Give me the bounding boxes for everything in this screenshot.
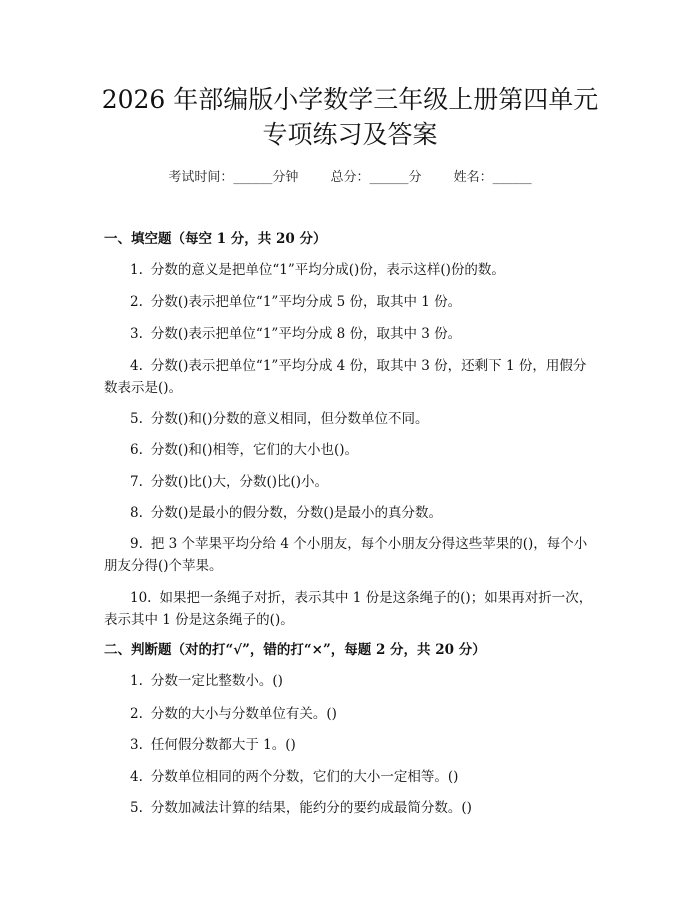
question-item	[104, 439, 599, 461]
document-title-line-1: 2026 年部编版小学数学三年级上册第四单元	[101, 85, 599, 114]
question-text: 把 3 个苹果平均分给 4 个小朋友，每个小朋友分得这些苹果的()，每个小朋友分得()个苹果。	[104, 536, 588, 574]
question-item	[104, 703, 599, 725]
document-title-line-2: 专项练习及答案	[262, 120, 438, 149]
question-number: 4.	[130, 769, 143, 785]
question-text: 分数加减法计算的结果，能约分的要约成最简分数。()	[150, 800, 472, 816]
question-text: 分数一定比整数小。()	[150, 673, 283, 689]
question-number: 1.	[130, 673, 143, 689]
question-number: 9.	[130, 536, 143, 552]
question-text: 分数的意义是把单位“1”平均分成()份，表示这样()份的数。	[150, 262, 505, 278]
question-item	[104, 259, 599, 281]
question-text: 分数()和()相等，它们的大小也()。	[150, 442, 358, 458]
question-number: 6.	[130, 442, 143, 458]
question-number: 1.	[130, 262, 143, 278]
question-item	[104, 587, 599, 631]
question-number: 3.	[130, 737, 143, 753]
question-number: 2.	[130, 706, 143, 722]
question-text: 任何假分数都大于 1。()	[150, 737, 296, 753]
question-text: 分数单位相同的两个分数，它们的大小一定相等。()	[150, 769, 459, 785]
question-text: 分数()是最小的假分数，分数()是最小的真分数。	[150, 505, 442, 521]
question-text: 分数()比()大，分数()比()小。	[150, 474, 329, 490]
question-number: 10.	[130, 590, 152, 606]
question-number: 2.	[130, 294, 143, 310]
question-item	[104, 323, 599, 345]
question-text: 分数的大小与分数单位有关。()	[150, 706, 337, 722]
question-item	[104, 766, 599, 788]
question-number: 5.	[130, 411, 143, 427]
question-number: 5.	[130, 800, 143, 816]
question-item	[104, 734, 599, 756]
question-item	[104, 471, 599, 493]
question-number: 7.	[130, 474, 143, 490]
question-text: 分数()表示把单位“1”平均分成 4 份，取其中 3 份，还剩下 1 份，用假分数表示是()。	[104, 358, 587, 396]
student-name: 姓名：______	[453, 170, 532, 185]
question-number: 8.	[130, 505, 143, 521]
question-item	[104, 502, 599, 524]
question-item	[104, 797, 599, 819]
question-text: 分数()表示把单位“1”平均分成 5 份，取其中 1 份。	[150, 294, 462, 310]
exam-meta	[0, 168, 700, 188]
question-item	[104, 533, 599, 577]
question-text: 如果把一条绳子对折，表示其中 1 份是这条绳子的()；如果再对折一次，表示其中 1 份是这条绳子的()。	[104, 590, 593, 628]
question-item	[104, 291, 599, 313]
exam-score: 总分：______分	[330, 170, 422, 185]
question-number: 3.	[130, 326, 143, 342]
section-heading-fill-blank: 一、填空题（每空 1 分，共 20 分）	[104, 231, 327, 247]
question-item	[104, 408, 599, 430]
exam-time: 考试时间：______分钟	[168, 170, 299, 185]
question-text: 分数()和()分数的意义相同，但分数单位不同。	[150, 411, 429, 427]
section-heading-true-false: 二、判断题（对的打“√”，错的打“×”，每题 2 分，共 20 分）	[104, 642, 486, 658]
question-item	[104, 355, 599, 399]
question-text: 分数()表示把单位“1”平均分成 8 份，取其中 3 份。	[150, 326, 462, 342]
question-item	[104, 670, 599, 692]
question-number: 4.	[130, 358, 143, 374]
